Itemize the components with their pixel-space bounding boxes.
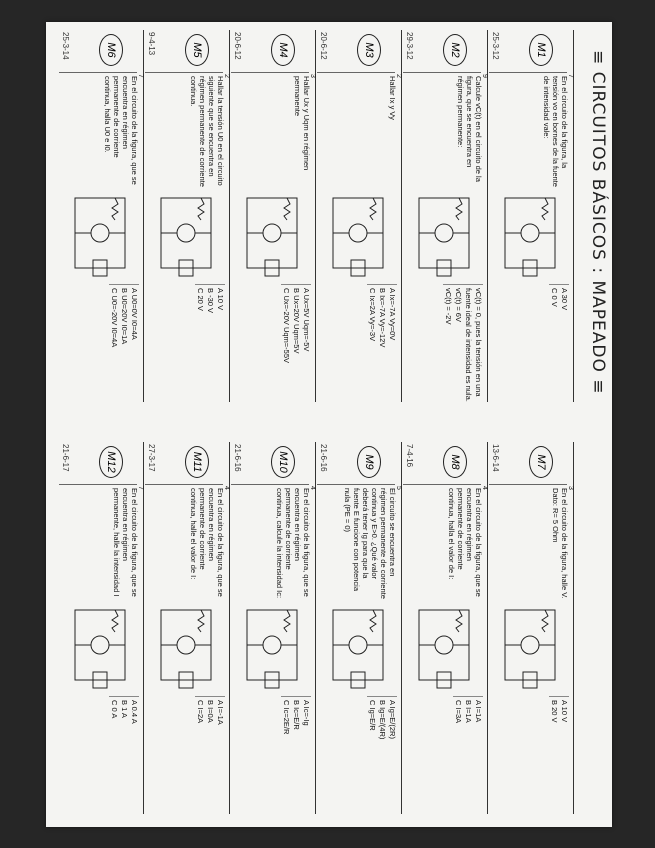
problem-m12 [59, 442, 144, 814]
problem-tag [489, 30, 567, 73]
problem-date: 25-3-12 [491, 32, 500, 60]
problem-m5 [145, 30, 230, 402]
problem-tag [231, 442, 309, 485]
answer-option: A 30 V [560, 288, 569, 311]
problem-tag [145, 442, 223, 485]
answer-option: vC(t) = 0, pues la tensión en una fuente ideal de intensidad es nula. [464, 288, 483, 402]
problem-label: M4 [271, 34, 295, 66]
problem-date: 27-3-17 [147, 444, 156, 472]
right-column [59, 442, 574, 814]
answer-option: B U0=20V I0=1A [120, 288, 129, 345]
problem-date: 25-3-14 [61, 32, 70, 60]
exam-sheet [46, 22, 612, 827]
problem-tag [317, 30, 395, 73]
answer-option: A 10 V [560, 700, 569, 723]
answer-options [443, 284, 483, 404]
answer-options [195, 696, 225, 816]
problem-question: En el circuito de la figura, que se encuentra en régimen permanente de corriente continua, halla el valor de I: [447, 488, 483, 597]
problem-number: 2 [223, 74, 230, 78]
problem-number: 3 [309, 74, 316, 78]
problem-m8 [403, 442, 488, 814]
circuit-diagram [323, 190, 393, 280]
answer-options [109, 696, 139, 816]
problem-m4 [231, 30, 316, 402]
problem-label: M10 [271, 446, 295, 478]
answer-option: A 0.4 A [130, 700, 139, 724]
answer-option: B Ix=-7A Vy=-12V [378, 288, 387, 348]
circuit-diagram [409, 602, 479, 692]
answer-options [367, 696, 397, 816]
problem-date: 20-6-12 [233, 32, 242, 60]
problem-m9 [317, 442, 402, 814]
problem-m7 [489, 442, 574, 814]
problem-question: El circuito se encuentra en régimen permanente de corriente continua y E>0. ¿Qué valor deberá tener Ig para que la fuente E funcione con potencia nula (PE = 0) [343, 488, 397, 599]
problem-m1 [489, 30, 574, 402]
rotated-content [46, 22, 612, 827]
problem-number: 4 [481, 486, 488, 490]
problem-label: M7 [529, 446, 553, 478]
problem-question: Hallar Ux y Uqm en régimen permanente [293, 76, 311, 171]
problem-m6 [59, 30, 144, 402]
circuit-diagram [151, 190, 221, 280]
answer-option: C I=3A [454, 700, 463, 724]
answer-option: A Ix=-7A Vy=0V [388, 288, 397, 341]
answer-option: A I=-1A [216, 700, 225, 725]
circuit-diagram [495, 602, 565, 692]
answer-options [195, 284, 225, 404]
answer-option: B 20 V [550, 700, 559, 723]
problem-tag [59, 442, 137, 485]
problem-number: 7 [567, 74, 574, 78]
problem-number: 7 [137, 486, 144, 490]
answer-options [281, 696, 311, 816]
problem-tag [403, 30, 481, 73]
problem-label: M1 [529, 34, 553, 66]
problem-label: M8 [443, 446, 467, 478]
problem-date: 13-6-14 [491, 444, 500, 472]
problem-question: En el circuito de la figura, la tensión vo en bornes de la fuente de intensidad vale: [542, 76, 569, 187]
problem-date: 29-3-12 [405, 32, 414, 60]
answer-option: vC(t) = -2V [444, 288, 453, 325]
problem-number: 9 [481, 74, 488, 78]
answer-option: vC(t) = 6V [454, 288, 463, 322]
circuit-diagram [237, 190, 307, 280]
circuit-diagram [409, 190, 479, 280]
answer-option: B Ig=E/(4R) [378, 700, 387, 740]
answer-option: B -30 V [206, 288, 215, 314]
problem-tag [231, 30, 309, 73]
circuit-diagram [323, 602, 393, 692]
problem-question: Calcule vC(t) en el circuito de la figura, que se encuentra en régimen permanente: [456, 76, 483, 182]
answer-option: C Ux=-20V Uqm=-55V [282, 288, 291, 364]
problem-m10 [231, 442, 316, 814]
problem-label: M11 [185, 446, 209, 478]
problem-number: 4 [309, 486, 316, 490]
answer-option: A Ic=-Ig [302, 700, 311, 726]
answer-option: B I=1A [464, 700, 473, 723]
problem-tag [403, 442, 481, 485]
left-column [59, 30, 574, 402]
problem-date: 21-6-16 [233, 444, 242, 472]
answer-option: B Ic=E/R [292, 700, 301, 730]
answer-option: A I=1A [474, 700, 483, 723]
problem-label: M6 [99, 34, 123, 66]
problem-number: 3 [567, 486, 574, 490]
problem-date: 21-6-17 [61, 444, 70, 472]
answer-option: C 0 A [110, 700, 119, 719]
problem-label: M9 [357, 446, 381, 478]
problem-m11 [145, 442, 230, 814]
answer-option: C U0=-20V I0=4A [110, 288, 119, 348]
problem-number: 7 [137, 74, 144, 78]
answer-options [549, 284, 569, 404]
answer-option: A U0=0V I0=4A [130, 288, 139, 340]
answer-option: B 1 A [120, 700, 129, 718]
circuit-diagram [65, 190, 135, 280]
problem-m2 [403, 30, 488, 402]
answer-option: C 0 V [550, 288, 559, 307]
problem-number: 2 [395, 74, 402, 78]
answer-options [549, 696, 569, 816]
problem-date: 9-4-13 [147, 32, 156, 56]
problem-tag [59, 30, 137, 73]
answer-option: C Ig=E/R [368, 700, 377, 731]
problem-tag [317, 442, 395, 485]
answer-option: C Ic=2E/R [282, 700, 291, 735]
problem-tag [489, 442, 567, 485]
answer-options [109, 284, 139, 404]
answer-option: A Ig=E/(2R) [388, 700, 397, 739]
answer-option: A Ux=5V Uqm=-5V [302, 288, 311, 352]
circuit-diagram [495, 190, 565, 280]
problem-question: En el circuito de la figura, halle V. Dato: R= 5 Ohm [551, 488, 569, 599]
problem-question: Hallar la tensión U0 en el circuito siguiente que se encuentra en régimen permanente de corriente continua. [189, 76, 225, 187]
problem-date: 21-6-16 [319, 444, 328, 472]
problem-date: 20-6-12 [319, 32, 328, 60]
problem-m3 [317, 30, 402, 402]
problem-number: 4 [223, 486, 230, 490]
problem-tag [145, 30, 223, 73]
problem-question: En el circuito de la figura, que se encuentra en régimen permanente, halle la intensidad I [112, 488, 139, 597]
answer-option: B I=0A [206, 700, 215, 723]
problem-label: M5 [185, 34, 209, 66]
problem-question: Hallar Ix y Vy [388, 76, 397, 120]
answer-options [453, 696, 483, 816]
problem-question: En el circuito de la figura, que se encuentra en régimen permanente de corriente continua, halla U0 e I0. [103, 76, 139, 185]
answer-options [367, 284, 397, 404]
page-title: ≡ CIRCUITOS BÁSICOS : MAPEADO ≡ [588, 50, 608, 395]
answer-options [281, 284, 311, 404]
circuit-diagram [65, 602, 135, 692]
problem-question: En el circuito de la figura, que se encuentra en régimen permanente de corriente continua, halle el valor de I: [189, 488, 225, 597]
problem-number: 5 [395, 486, 402, 490]
answer-option: C I=2A [196, 700, 205, 724]
problem-label: M3 [357, 34, 381, 66]
problem-label: M2 [443, 34, 467, 66]
circuit-diagram [237, 602, 307, 692]
answer-option: C 20 V [196, 288, 205, 311]
problem-date: 7-4-16 [405, 444, 414, 468]
circuit-diagram [151, 602, 221, 692]
problem-label: M12 [99, 446, 123, 478]
answer-option: A 10 V [216, 288, 225, 311]
answer-option: C Ix=2A Vy=-3V [368, 288, 377, 342]
problem-question: En el circuito de la figura, que se encuentra en régimen permanente de corriente continua, calcule la intensidad Ic: [275, 488, 311, 599]
answer-option: B Ux=20V Uqm=5V [292, 288, 301, 354]
